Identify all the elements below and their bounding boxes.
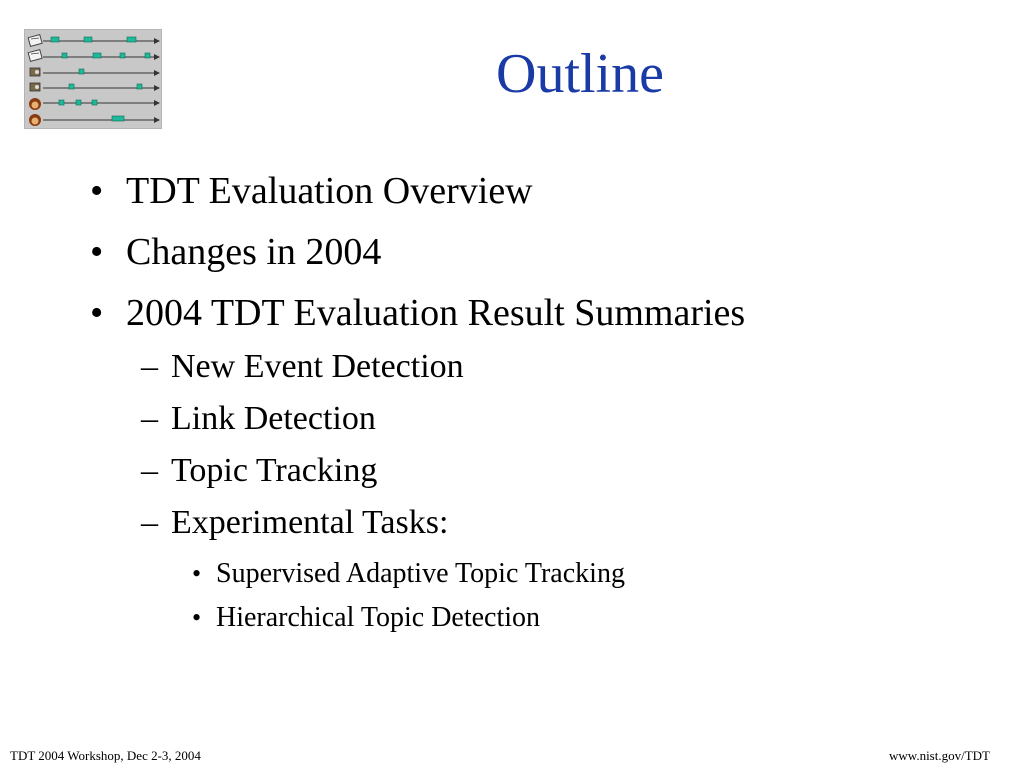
slide-title: Outline <box>496 43 664 105</box>
outline-item-text: 2004 TDT Evaluation Result Summaries <box>126 292 746 334</box>
bullet-marker: • <box>90 231 104 273</box>
outline-item-text: Supervised Adaptive Topic Tracking <box>216 558 625 589</box>
outline-subsubitem <box>192 557 625 591</box>
dash-marker: – <box>141 348 158 385</box>
bullet-marker: • <box>90 170 104 212</box>
outline-item-text: TDT Evaluation Overview <box>126 170 533 212</box>
dash-marker: – <box>141 400 158 437</box>
bullet-marker: • <box>90 292 104 334</box>
dash-marker: – <box>141 504 158 541</box>
outline-subitem <box>141 503 449 543</box>
footer-url: www.nist.gov/TDT <box>889 748 990 763</box>
outline-item-text: New Event Detection <box>171 348 464 385</box>
outline-subitem <box>141 399 376 439</box>
outline-item <box>90 230 382 274</box>
outline-item <box>90 169 533 213</box>
bullet-marker: • <box>192 559 202 588</box>
footer-event-label: TDT 2004 Workshop, Dec 2-3, 2004 <box>10 748 201 763</box>
outline-subsubitem <box>192 601 541 635</box>
outline-item-text: Experimental Tasks: <box>171 504 449 541</box>
bullet-marker: • <box>192 603 202 632</box>
outline-item-text: Changes in 2004 <box>126 231 382 273</box>
outline-item <box>90 291 746 335</box>
outline-subitem <box>141 451 378 491</box>
outline-item-text: Link Detection <box>171 400 376 437</box>
outline-subitem <box>141 347 464 387</box>
outline-item-text: Topic Tracking <box>171 452 378 489</box>
outline-item-text: Hierarchical Topic Detection <box>216 602 541 633</box>
dash-marker: – <box>141 452 158 489</box>
